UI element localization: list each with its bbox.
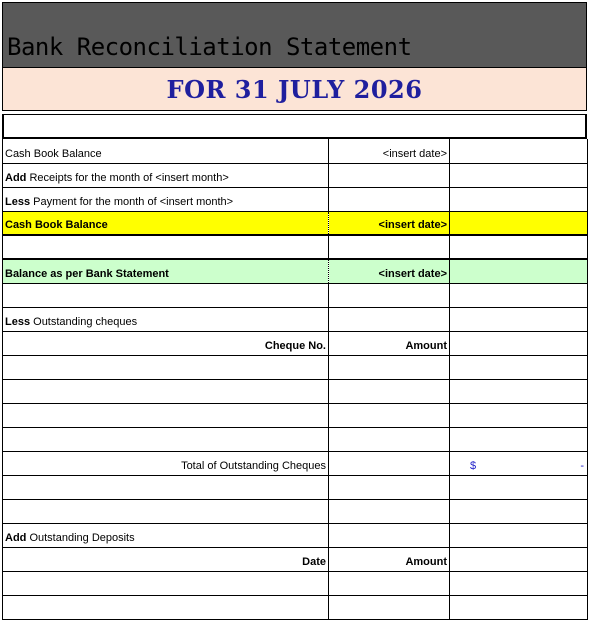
- blank-cell[interactable]: [329, 283, 450, 307]
- bank-balance-value[interactable]: [450, 259, 588, 283]
- table-row: [3, 187, 588, 211]
- blank-cell[interactable]: [450, 307, 588, 331]
- add-prefix: Add: [5, 171, 27, 184]
- add-receipts-value[interactable]: [450, 163, 588, 187]
- blank-cell[interactable]: [3, 283, 329, 307]
- deposit-date-cell[interactable]: [3, 595, 329, 619]
- page-subtitle: FOR 31 JULY 2026: [166, 75, 423, 104]
- blank-cell[interactable]: [450, 283, 588, 307]
- reconciliation-table: [2, 139, 588, 620]
- table-row: [3, 259, 588, 283]
- cheque-amount-cell[interactable]: [329, 403, 450, 427]
- table-row: [3, 427, 588, 451]
- table-row: [3, 451, 588, 475]
- spreadsheet: [2, 2, 587, 620]
- blank-cell[interactable]: [450, 499, 588, 523]
- cash-book-balance-label[interactable]: Cash Book Balance: [3, 139, 329, 163]
- blank-cell[interactable]: [329, 307, 450, 331]
- cheque-no-cell[interactable]: [3, 379, 329, 403]
- blank-cell[interactable]: [329, 451, 450, 475]
- less-payment-date[interactable]: [329, 187, 450, 211]
- cash-book-total-value[interactable]: [450, 211, 588, 235]
- table-row: [3, 499, 588, 523]
- blank-cell[interactable]: [450, 571, 588, 595]
- blank-cell[interactable]: [3, 235, 329, 259]
- blank-cell[interactable]: [450, 547, 588, 571]
- deposit-amount-cell[interactable]: [329, 571, 450, 595]
- table-row: [3, 571, 588, 595]
- less-prefix: Less: [5, 315, 31, 328]
- total-value: -: [580, 459, 584, 472]
- cheque-no-cell[interactable]: [3, 427, 329, 451]
- table-row: [3, 139, 588, 163]
- less-payment-label: Payment for the month of <insert month>: [30, 195, 234, 208]
- blank-cell[interactable]: [450, 475, 588, 499]
- table-row: [3, 331, 588, 355]
- blank-cell[interactable]: [2, 114, 587, 139]
- less-prefix: Less: [5, 195, 31, 208]
- cash-book-balance-date[interactable]: <insert date>: [329, 139, 450, 163]
- table-row: [3, 595, 588, 619]
- blank-cell[interactable]: [329, 475, 450, 499]
- less-outstanding-label: Outstanding cheques: [30, 315, 138, 328]
- cash-book-total-date[interactable]: <insert date>: [329, 211, 450, 235]
- cheque-amount-cell[interactable]: [329, 355, 450, 379]
- table-row: [3, 475, 588, 499]
- add-prefix: Add: [5, 531, 27, 544]
- add-outstanding-cell[interactable]: [3, 523, 329, 547]
- blank-cell[interactable]: [450, 379, 588, 403]
- deposit-date-cell[interactable]: [3, 571, 329, 595]
- table-row: [3, 163, 588, 187]
- add-outstanding-label: Outstanding Deposits: [26, 531, 135, 544]
- bank-balance-date[interactable]: <insert date>: [329, 259, 450, 283]
- less-outstanding-cell[interactable]: [3, 307, 329, 331]
- cheque-amount-cell[interactable]: [329, 379, 450, 403]
- cheque-amount-header[interactable]: Amount: [329, 331, 450, 355]
- add-receipts-date[interactable]: [329, 163, 450, 187]
- table-row: [3, 355, 588, 379]
- less-payment-cell[interactable]: [3, 187, 329, 211]
- table-row: [3, 379, 588, 403]
- total-outstanding-value[interactable]: [450, 451, 588, 475]
- title-cell[interactable]: [2, 2, 587, 68]
- add-receipts-cell[interactable]: [3, 163, 329, 187]
- blank-cell[interactable]: [3, 475, 329, 499]
- page-title: Bank Reconciliation Statement: [7, 33, 412, 61]
- deposit-date-header[interactable]: Date: [3, 547, 329, 571]
- blank-cell[interactable]: [329, 499, 450, 523]
- deposit-amount-cell[interactable]: [329, 595, 450, 619]
- table-row: [3, 307, 588, 331]
- blank-cell[interactable]: [450, 331, 588, 355]
- table-row: [3, 235, 588, 259]
- table-row: [3, 547, 588, 571]
- cheque-no-header[interactable]: Cheque No.: [3, 331, 329, 355]
- table-row: [3, 283, 588, 307]
- cheque-amount-cell[interactable]: [329, 427, 450, 451]
- add-receipts-label: Receipts for the month of <insert month>: [26, 171, 229, 184]
- table-row: [3, 523, 588, 547]
- bank-balance-label[interactable]: Balance as per Bank Statement: [3, 259, 329, 283]
- blank-cell[interactable]: [450, 235, 588, 259]
- cheque-no-cell[interactable]: [3, 355, 329, 379]
- blank-cell[interactable]: [450, 427, 588, 451]
- cash-book-balance-value[interactable]: [450, 139, 588, 163]
- less-payment-value[interactable]: [450, 187, 588, 211]
- blank-cell[interactable]: [450, 355, 588, 379]
- currency-symbol: $: [470, 459, 477, 472]
- blank-cell[interactable]: [450, 403, 588, 427]
- table-row: [3, 211, 588, 235]
- deposit-amount-header[interactable]: Amount: [329, 547, 450, 571]
- blank-cell[interactable]: [450, 523, 588, 547]
- total-outstanding-label[interactable]: Total of Outstanding Cheques: [3, 451, 329, 475]
- cheque-no-cell[interactable]: [3, 403, 329, 427]
- cash-book-total-label[interactable]: Cash Book Balance: [3, 211, 329, 235]
- blank-cell[interactable]: [3, 499, 329, 523]
- blank-cell[interactable]: [450, 595, 588, 619]
- blank-cell[interactable]: [329, 523, 450, 547]
- blank-cell[interactable]: [329, 235, 450, 259]
- subtitle-cell[interactable]: [2, 68, 587, 111]
- table-row: [3, 403, 588, 427]
